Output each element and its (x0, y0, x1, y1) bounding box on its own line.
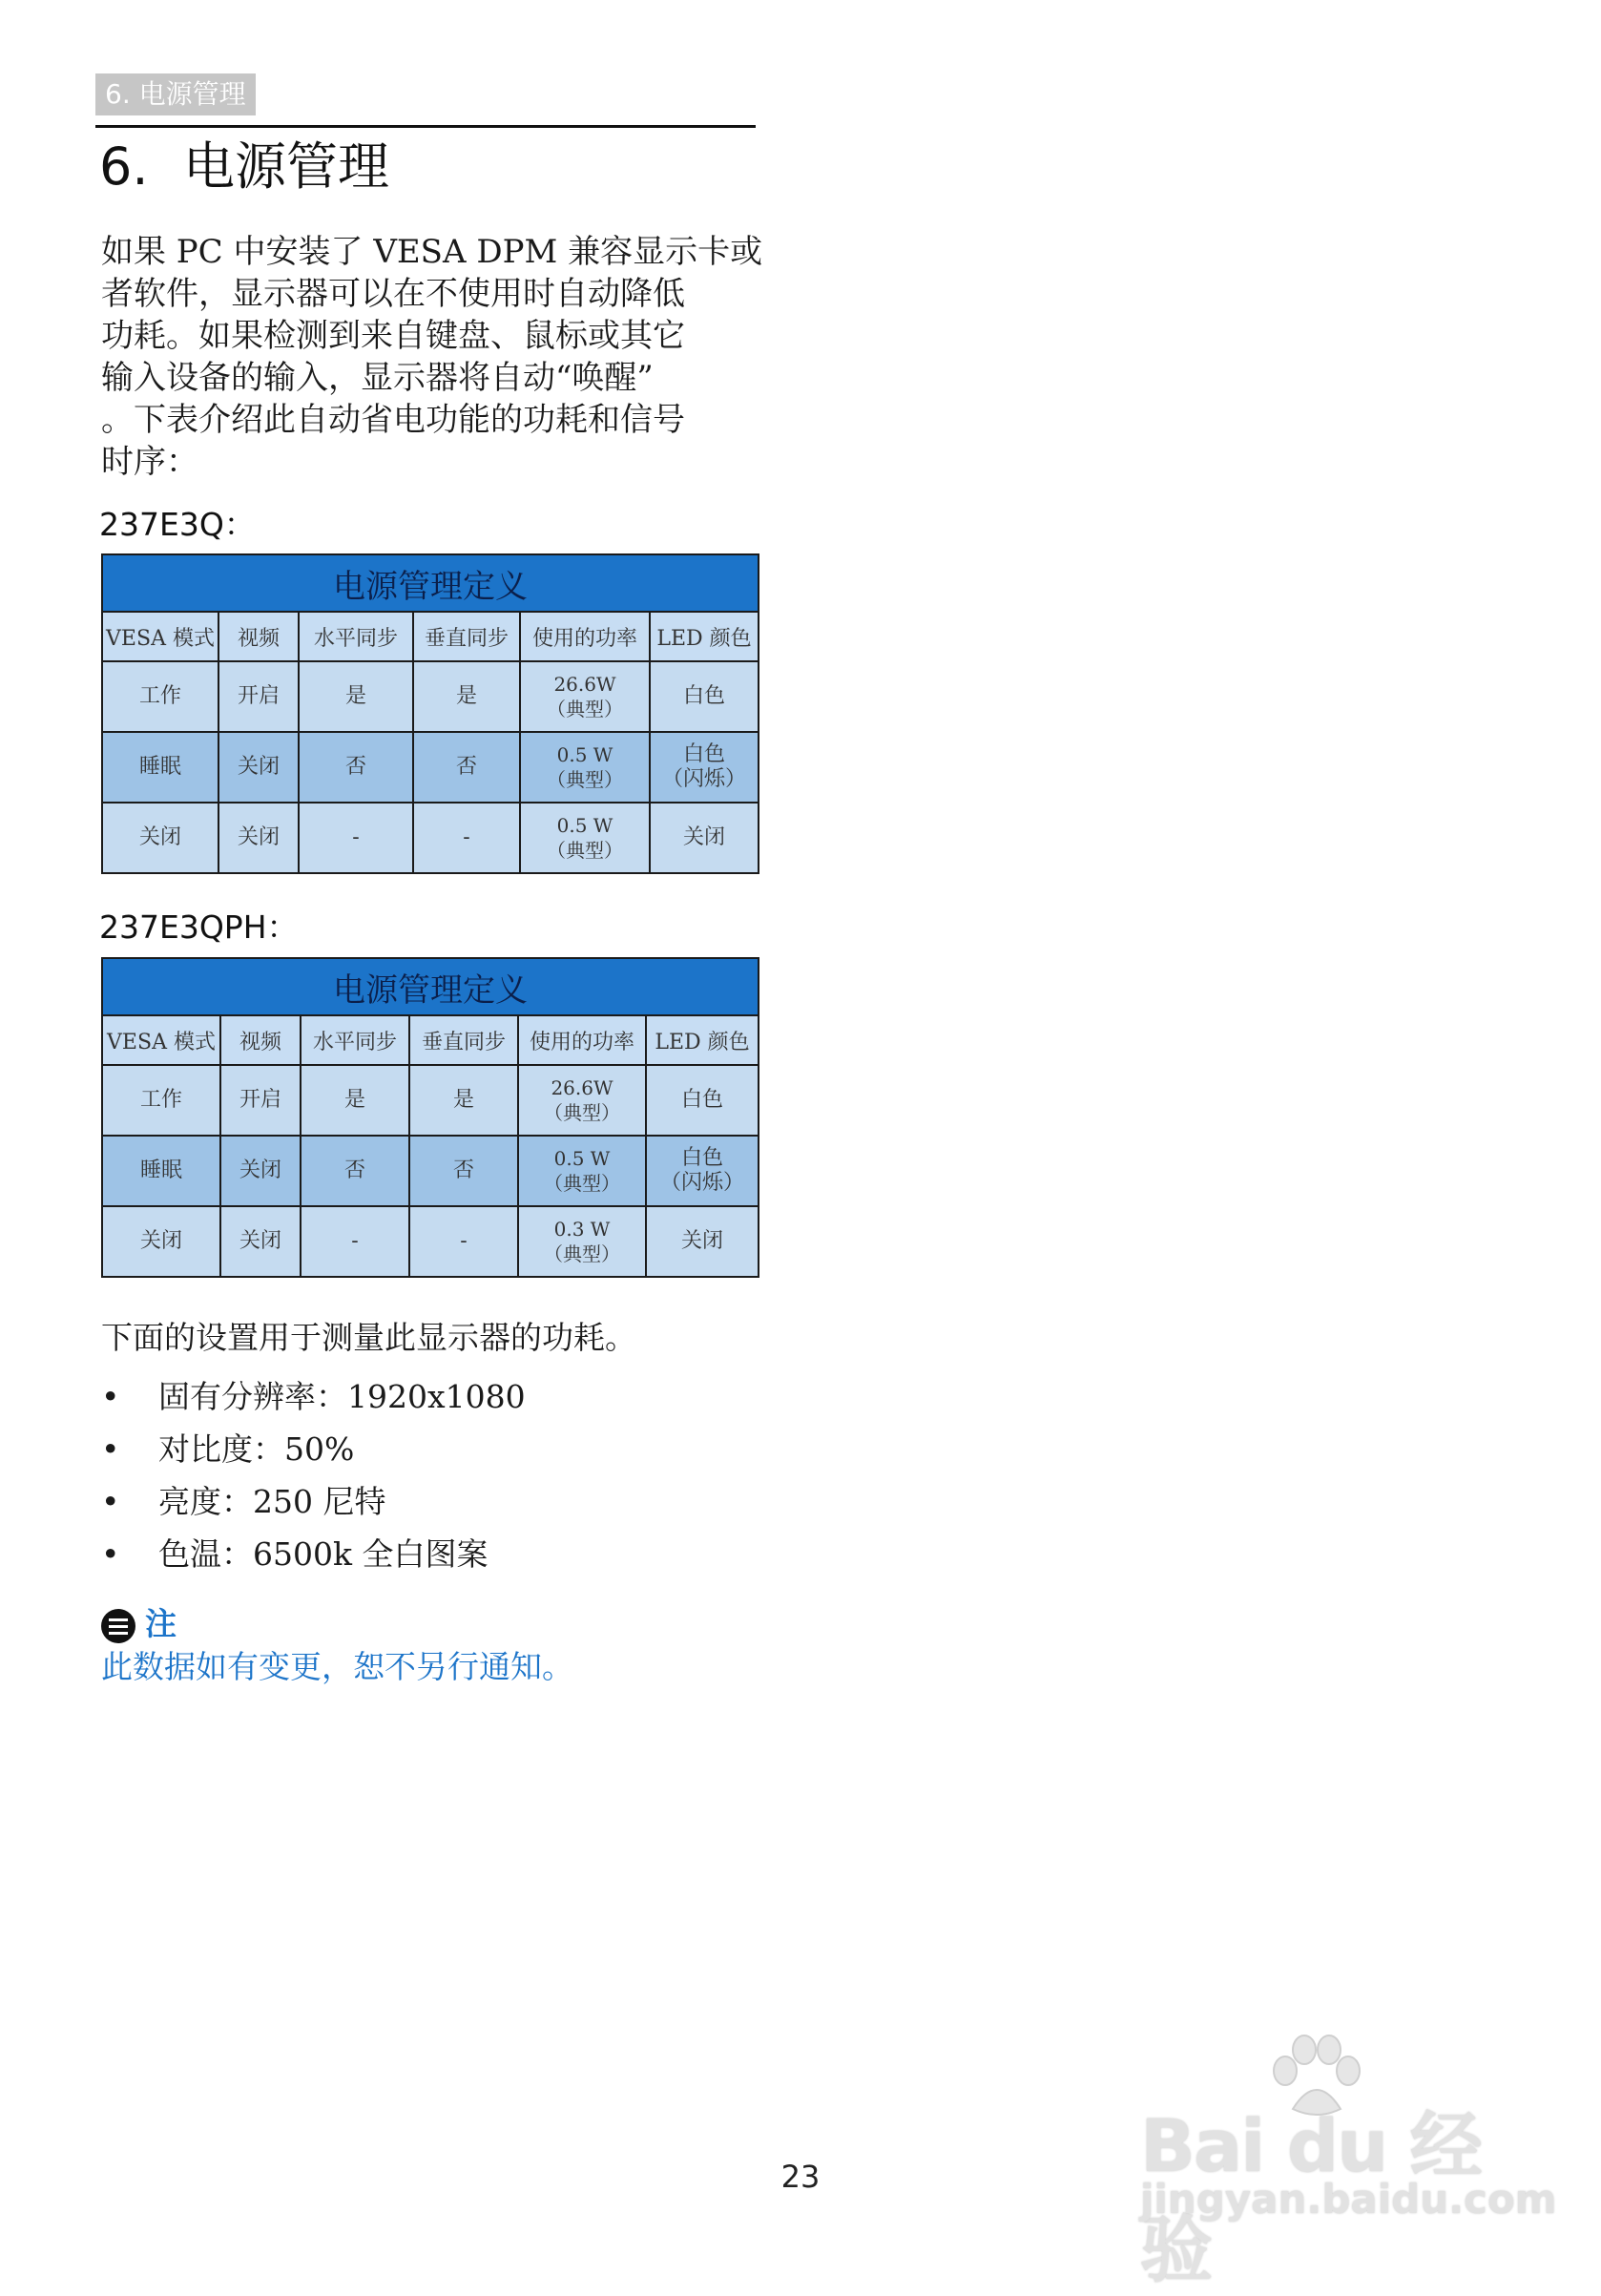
section-tag: 6. 电源管理 (95, 73, 256, 115)
model-label-237e3qph: 237E3QPH： (99, 908, 299, 946)
cell-power (518, 1136, 646, 1206)
power-table-237e3q (101, 553, 759, 874)
list-item (101, 1370, 526, 1423)
table-row (102, 1136, 759, 1206)
col-header: VESA 模式 (102, 612, 218, 661)
cell-mode: 关闭 (102, 803, 218, 873)
model-label-237e3q: 237E3Q： (99, 506, 256, 543)
table-row (102, 732, 759, 803)
page-title (99, 134, 389, 200)
cell-power (520, 732, 650, 803)
page-number: 23 (780, 2159, 821, 2195)
led-note: （闪烁） (660, 1171, 745, 1195)
cell-hsync: 否 (299, 732, 413, 803)
cell-vsync: - (409, 1206, 518, 1277)
col-header: 水平同步 (299, 612, 413, 661)
cell-vsync: - (413, 803, 520, 873)
note-heading (101, 1603, 177, 1645)
note-text: 此数据如有变更，恕不另行通知。 (101, 1648, 573, 1685)
intro-line: 输入设备的输入，显示器将自动“唤醒” (101, 359, 654, 397)
cell-power (518, 1206, 646, 1277)
led-note: （闪烁） (662, 767, 747, 791)
cell-led (650, 661, 759, 732)
intro-line: 功耗。如果检测到来自键盘、鼠标或其它 (101, 317, 685, 355)
power-note: （典型） (547, 698, 623, 720)
bullet-marker: • (101, 1483, 120, 1520)
title-number: 6. (99, 136, 149, 197)
power-table-237e3qph (101, 957, 759, 1278)
power-note: （典型） (544, 1172, 620, 1195)
col-header: 使用的功率 (518, 1015, 646, 1065)
note-label: 注 (145, 1605, 177, 1642)
cell-mode: 关闭 (102, 1206, 220, 1277)
settings-list (101, 1370, 526, 1580)
intro-paragraph (101, 231, 769, 483)
power-value: 0.5 W (553, 1147, 611, 1170)
bullet-marker: • (101, 1378, 120, 1415)
header-rule (95, 125, 756, 128)
cell-power (520, 803, 650, 873)
list-item-text: 对比度：50% (158, 1430, 355, 1468)
table-title: 电源管理定义 (102, 554, 759, 612)
list-item-text: 色温：6500k 全白图案 (158, 1535, 489, 1573)
watermark-logo: Bai du 经验 (1140, 2103, 1481, 2292)
led-value: 关闭 (683, 825, 726, 849)
list-item-text: 固有分辨率：1920x1080 (158, 1378, 526, 1415)
col-header: 水平同步 (301, 1015, 409, 1065)
cell-video: 开启 (218, 661, 299, 732)
cell-power (518, 1065, 646, 1136)
cell-led (646, 1206, 759, 1277)
measure-paragraph: 下面的设置用于测量此显示器的功耗。 (101, 1319, 636, 1356)
cell-led (650, 803, 759, 873)
cell-video: 开启 (220, 1065, 301, 1136)
col-header: LED 颜色 (646, 1015, 759, 1065)
cell-video: 关闭 (218, 803, 299, 873)
power-value: 0.3 W (553, 1218, 611, 1241)
cell-led (646, 1065, 759, 1136)
cell-vsync: 否 (409, 1136, 518, 1206)
col-header: 视频 (220, 1015, 301, 1065)
col-header: LED 颜色 (650, 612, 759, 661)
intro-line: 如果 PC 中安装了 VESA DPM 兼容显示卡或 (101, 233, 763, 271)
bullet-marker: • (101, 1535, 120, 1573)
led-value: 白色 (683, 684, 726, 708)
list-item (101, 1528, 526, 1580)
list-item (101, 1423, 526, 1475)
intro-line: 。下表介绍此自动省电功能的功耗和信号 (101, 401, 685, 439)
cell-mode: 工作 (102, 1065, 220, 1136)
watermark-url: jingyan.baidu.com (1140, 2176, 1557, 2223)
cell-power (520, 661, 650, 732)
cell-vsync: 是 (413, 661, 520, 732)
led-value: 白色 (683, 742, 726, 766)
cell-mode: 工作 (102, 661, 218, 732)
note-icon (101, 1609, 135, 1643)
col-header: VESA 模式 (102, 1015, 220, 1065)
table-title: 电源管理定义 (102, 958, 759, 1015)
power-value: 26.6W (551, 1076, 613, 1099)
cell-hsync: - (301, 1206, 409, 1277)
power-note: （典型） (544, 1101, 620, 1124)
col-header: 使用的功率 (520, 612, 650, 661)
led-value: 关闭 (681, 1229, 724, 1253)
table-row (102, 803, 759, 873)
table-row (102, 661, 759, 732)
cell-led (650, 732, 759, 803)
led-value: 白色 (681, 1146, 724, 1170)
cell-hsync: 是 (299, 661, 413, 732)
power-value: 26.6W (553, 673, 616, 696)
cell-vsync: 是 (409, 1065, 518, 1136)
cell-led (646, 1136, 759, 1206)
col-header: 垂直同步 (409, 1015, 518, 1065)
led-value: 白色 (681, 1088, 724, 1112)
cell-video: 关闭 (220, 1136, 301, 1206)
col-header: 垂直同步 (413, 612, 520, 661)
table-row (102, 1206, 759, 1277)
title-text: 电源管理 (183, 136, 389, 197)
baidu-watermark (1140, 2033, 1557, 2292)
intro-line: 者软件，显示器可以在不使用时自动降低 (101, 275, 685, 313)
list-item-text: 亮度：250 尼特 (158, 1483, 386, 1520)
cell-video: 关闭 (218, 732, 299, 803)
power-note: （典型） (544, 1242, 620, 1265)
list-item (101, 1475, 526, 1528)
cell-hsync: - (299, 803, 413, 873)
intro-line: 时序： (101, 443, 198, 481)
cell-video: 关闭 (220, 1206, 301, 1277)
cell-mode: 睡眠 (102, 1136, 220, 1206)
cell-mode: 睡眠 (102, 732, 218, 803)
cell-vsync: 否 (413, 732, 520, 803)
bullet-marker: • (101, 1430, 120, 1468)
table-row (102, 1065, 759, 1136)
power-value: 0.5 W (556, 814, 613, 837)
col-header: 视频 (218, 612, 299, 661)
power-value: 0.5 W (556, 743, 613, 766)
cell-hsync: 否 (301, 1136, 409, 1206)
power-note: （典型） (547, 768, 623, 791)
cell-hsync: 是 (301, 1065, 409, 1136)
power-note: （典型） (547, 839, 623, 862)
